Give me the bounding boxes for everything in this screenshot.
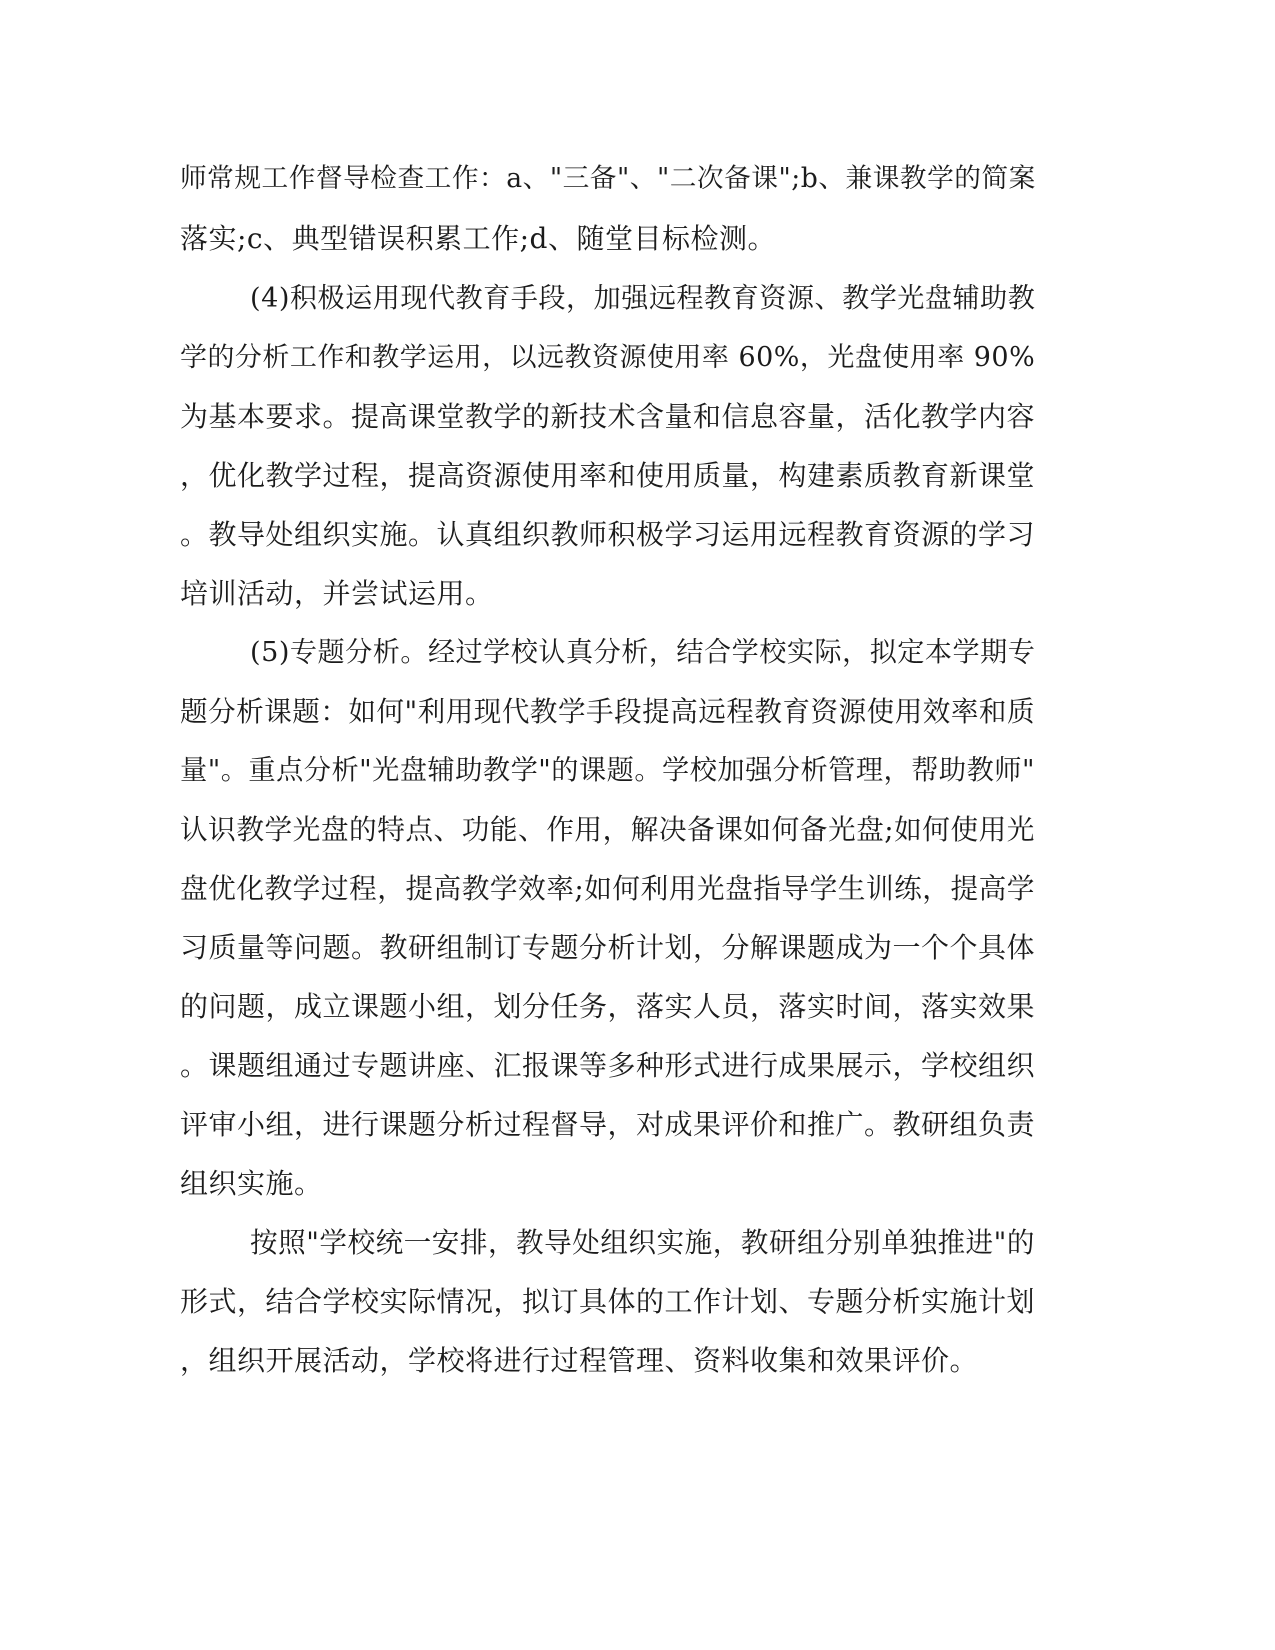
text-line: 形式，结合学校实际情况，拟订具体的工作计划、专题分析实施计划 — [180, 1285, 1036, 1318]
closing-paragraph-first-line: 按照"学校统一安排，教导处组织实施，教研组分别单独推进"的 — [250, 1226, 1035, 1259]
text-line: 。教导处组织实施。认真组织教师积极学习运用远程教育资源的学习 — [180, 518, 1036, 551]
text-line: 量"。重点分析"光盘辅助教学"的课题。学校加强分析管理，帮助教师" — [180, 755, 1035, 786]
text-line: 培训活动，并尝试运用。 — [180, 577, 494, 610]
text-line: 评审小组，进行课题分析过程督导，对成果评价和推广。教研组负责 — [180, 1108, 1036, 1141]
text-line: 组织实施。 — [180, 1167, 323, 1200]
text-line: ，组织开展活动，学校将进行过程管理、资料收集和效果评价。 — [180, 1344, 979, 1377]
paragraph-4-first-line: (4)积极运用现代教育手段，加强远程教育资源、教学光盘辅助教 — [250, 283, 1036, 314]
text-line: 学的分析工作和教学运用，以远教资源使用率 60%，光盘使用率 90% — [180, 342, 1036, 373]
text-line: 。课题组通过专题讲座、汇报课等多种形式进行成果展示，学校组织 — [180, 1049, 1036, 1082]
text-line: 落实;c、典型错误积累工作;d、随堂目标检测。 — [180, 222, 776, 255]
text-line: ，优化教学过程，提高资源使用率和使用质量，构建素质教育新课堂 — [180, 459, 1036, 492]
text-line: 盘优化教学过程，提高教学效率;如何利用光盘指导学生训练，提高学 — [180, 872, 1035, 905]
text-line: 题分析课题：如何"利用现代教学手段提高远程教育资源使用效率和质 — [180, 695, 1036, 728]
text-line: 师常规工作督导检查工作：a、"三备"、"二次备课";b、兼课教学的简案 — [180, 163, 1036, 194]
paragraph-5-first-line: (5)专题分析。经过学校认真分析，结合学校实际，拟定本学期专 — [250, 637, 1036, 668]
text-line: 认识教学光盘的特点、功能、作用，解决备课如何备光盘;如何使用光 — [180, 813, 1035, 846]
text-line: 习质量等问题。教研组制订专题分析计划，分解课题成为一个个具体 — [180, 931, 1036, 964]
text-line: 的问题，成立课题小组，划分任务，落实人员，落实时间，落实效果 — [180, 990, 1036, 1023]
text-line: 为基本要求。提高课堂教学的新技术含量和信息容量，活化教学内容 — [180, 400, 1036, 433]
